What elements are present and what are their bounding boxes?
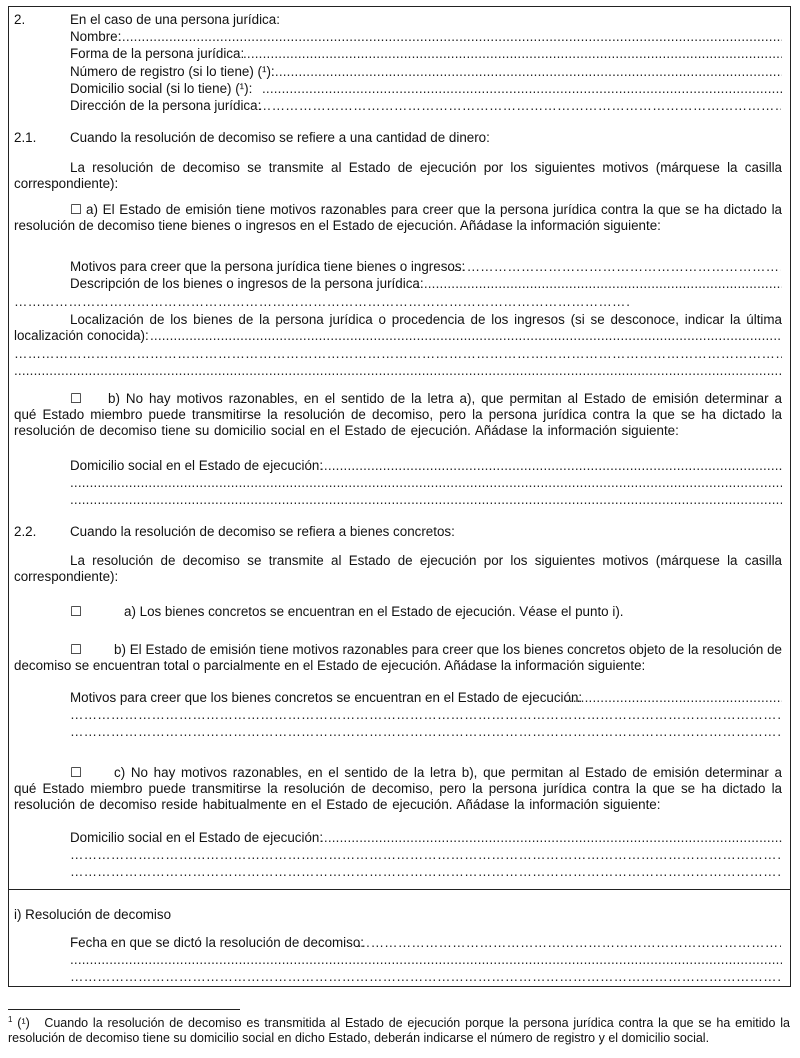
fecha-field-2[interactable]	[70, 952, 782, 968]
s21-domicilio-label: Domicilio social en el Estado de ejecución:	[70, 458, 324, 473]
s22-domicilio-field-2[interactable]	[70, 847, 781, 863]
s22-motivos-field[interactable]	[565, 690, 782, 706]
fecha-label: Fecha en que se dictó la resolución de decomiso:	[70, 935, 365, 950]
s21-option-a-text: a) El Estado de emisión tiene motivos razonables para creer que la persona jurídica contra la que se ha dictado la resolución de decomiso tiene bienes o ingresos en el Estado de ejecución. Añádase la información siguiente:	[14, 202, 782, 233]
s22-option-b	[14, 642, 782, 674]
fecha-field[interactable]	[357, 935, 781, 951]
s22-domicilio-field-3[interactable]	[70, 864, 781, 880]
s22-option-b-text: b) El Estado de emisión tiene motivos razonables para creer que los bienes concretos objeto de la resolución de decomiso se encuentran total o parcialmente en el Estado de ejecución. Añádase la información siguiente:	[14, 642, 782, 673]
footnote-marker: 1	[8, 1014, 13, 1024]
s22-option-c	[14, 765, 782, 813]
checkbox-2-2-c[interactable]: ☐	[70, 765, 83, 780]
s21-domicilio-field[interactable]	[320, 458, 782, 474]
section-2-1-number: 2.1.	[14, 130, 37, 145]
checkbox-2-2-b[interactable]: ☐	[70, 642, 83, 657]
s22-option-c-text: c) No hay motivos razonables, en el sentido de la letra b), que permitan al Estado de emisión determinar a qué Estado miembro puede transmitirse la resolución de decomiso, pero la persona jurídica contra la que se ha dictado la resolución de decomiso reside habitualmente en el Estado de ejecución. Añádase la información siguiente:	[14, 765, 782, 812]
forma-label: Forma de la persona jurídica:	[70, 46, 245, 61]
s21-localizacion-field-3[interactable]	[14, 363, 782, 379]
s21-motivos-label: Motivos para creer que la persona jurídica tiene bienes o ingresos:	[70, 259, 466, 274]
section-divider	[9, 889, 790, 890]
section-2-number: 2.	[14, 12, 26, 27]
footnote-text: Cuando la resolución de decomiso es transmitida al Estado de ejecución porque la persona jurídica contra la que se ha emitido la resolución de decomiso tiene su domicilio social en dicho Estado, deberán indicarse el número de registro y el domicilio social.	[8, 1016, 790, 1045]
s21-option-b	[14, 391, 782, 439]
s22-domicilio-label: Domicilio social en el Estado de ejecución:	[70, 830, 324, 845]
footnote-ref: (¹)	[17, 1016, 30, 1030]
checkbox-a[interactable]: ☐	[70, 202, 83, 217]
s21-motivos-field[interactable]	[453, 259, 781, 275]
registro-field[interactable]	[271, 64, 782, 80]
fecha-field-3[interactable]	[70, 969, 781, 985]
forma-field[interactable]	[243, 46, 782, 62]
s21-intro: La resolución de decomiso se transmite al Estado de ejecución por los siguientes motivos (márquese la casilla correspondiente):	[14, 160, 782, 191]
s21-descripcion-label: Descripción de los bienes o ingresos de la persona jurídica:	[70, 276, 424, 291]
s21-localizacion-text: Localización de los bienes de la persona jurídica o procedencia de los ingresos (si se desconoce, indicar la última localización conocida):	[14, 312, 782, 343]
s21-descripcion-field-2[interactable]	[14, 294, 629, 310]
s22-option-a-text: a) Los bienes concretos se encuentran en el Estado de ejecución. Véase el punto i).	[124, 604, 624, 619]
section-2-2-title: Cuando la resolución de decomiso se refiera a bienes concretos:	[70, 524, 455, 539]
s22-motivos-field-3[interactable]	[70, 724, 781, 740]
section-2-2-number: 2.2.	[14, 524, 37, 539]
s22-motivos-field-2[interactable]	[70, 707, 781, 723]
section-2-1-title: Cuando la resolución de decomiso se refiere a una cantidad de dinero:	[70, 130, 490, 145]
s22-motivos-label: Motivos para creer que los bienes concretos se encuentran en el Estado de ejecución:	[70, 690, 583, 705]
section-i-title: i) Resolución de decomiso	[14, 907, 172, 922]
s21-option-a	[14, 202, 782, 234]
domicilio-field[interactable]	[262, 81, 782, 97]
direccion-field[interactable]	[258, 98, 781, 114]
footnote-rule	[8, 1009, 240, 1010]
checkbox-2-2-a[interactable]: ☐	[70, 604, 83, 619]
registro-label: Número de registro (si lo tiene) (¹):	[70, 64, 275, 79]
s21-localizacion-field-2[interactable]	[14, 346, 782, 362]
s21-descripcion-field[interactable]	[416, 276, 782, 292]
domicilio-label: Domicilio social (si lo tiene) (¹):	[70, 81, 253, 96]
s22-intro: La resolución de decomiso se transmite al Estado de ejecución por los siguientes motivos (márquese la casilla correspondiente):	[14, 553, 782, 584]
section-2-title: En el caso de una persona jurídica:	[70, 12, 280, 27]
s22-option-a	[70, 604, 624, 620]
s21-domicilio-field-2[interactable]	[70, 475, 782, 491]
nombre-field[interactable]	[118, 29, 782, 45]
s21-domicilio-field-3[interactable]	[70, 492, 782, 508]
checkbox-b[interactable]: ☐	[70, 391, 83, 406]
s21-option-b-text: b) No hay motivos razonables, en el sentido de la letra a), que permitan al Estado de emisión determinar a qué Estado miembro puede transmitirse la resolución de decomiso, pero la persona jurídica contra la que se ha dictado la resolución de decomiso tiene su domicilio social en el Estado de ejecución. Añádase la información siguiente:	[14, 391, 782, 438]
s22-domicilio-field[interactable]	[320, 830, 782, 846]
nombre-label: Nombre:	[70, 29, 122, 44]
direccion-label: Dirección de la persona jurídica:	[70, 98, 262, 113]
s21-localizacion-field[interactable]	[150, 328, 782, 344]
footnote	[8, 1016, 790, 1046]
